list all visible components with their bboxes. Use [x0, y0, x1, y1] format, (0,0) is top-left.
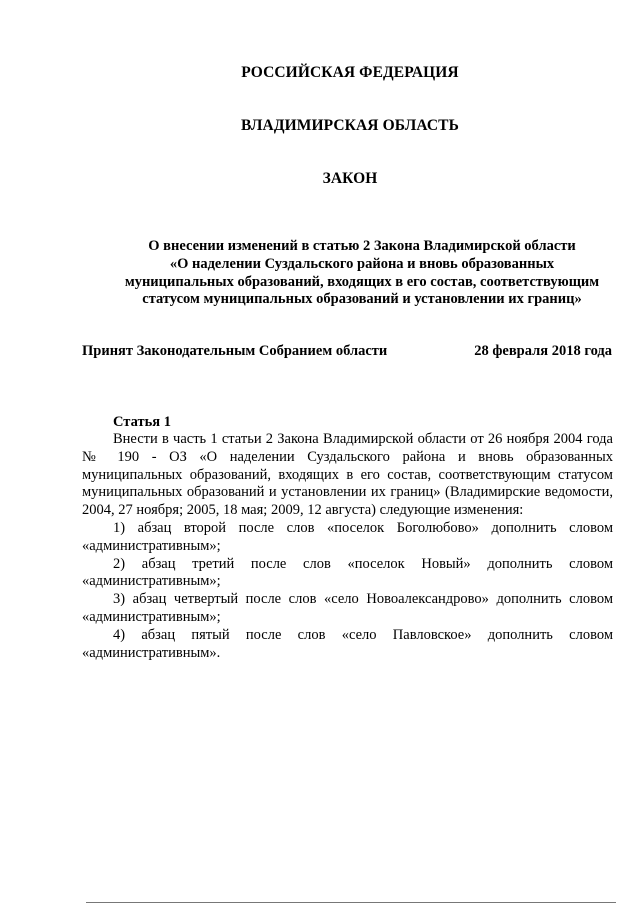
article-heading: Статья 1 [113, 414, 171, 430]
law-title-line: «О наделении Суздальского района и вновь образованных [169, 255, 555, 272]
federation-heading: РОССИЙСКАЯ ФЕДЕРАЦИЯ [241, 64, 459, 81]
document-type-heading: ЗАКОН [322, 170, 378, 187]
adoption-date: 28 февраля 2018 года [474, 343, 612, 359]
law-title-line: О внесении изменений в статью 2 Закона Владимирской области [148, 238, 576, 254]
bottom-scan-edge [86, 902, 616, 903]
adoption-body: Принят Законодательным Собранием области [82, 343, 388, 359]
region-heading: ВЛАДИМИРСКАЯ ОБЛАСТЬ [241, 117, 459, 134]
law-title-line: муниципальных образований, входящих в его состав, соответствующим [124, 273, 600, 290]
article-body [82, 431, 613, 662]
article-paragraph: Внести в часть 1 статьи 2 Закона Владимирской области от 26 ноября 2004 года № 190 - ОЗ «О наделении Суздальского района и вновь образованных муниципальных образований, входящих в его состав, соответствующим статусом муниципальных образований и установлении их границ» (Владимирские ведомости, 2004, 27 ноября; 2005, 18 мая; 2009, 12 августа) следующие изменения: [82, 431, 613, 519]
law-title [110, 238, 614, 309]
amendment-item: 1) абзац второй после слов «поселок Боголюбово» дополнить словом «административным»; [82, 519, 613, 554]
amendment-item: 4) абзац пятый после слов «село Павловское» дополнить словом «административным». [82, 626, 613, 661]
law-title-line: статусом муниципальных образований и установлении их границ» [142, 291, 582, 308]
amendment-item: 2) абзац третий после слов «поселок Новый» дополнить словом «административным»; [82, 555, 613, 590]
amendment-item: 3) абзац четвертый после слов «село Новоалександрово» дополнить словом «административным»; [82, 591, 613, 625]
